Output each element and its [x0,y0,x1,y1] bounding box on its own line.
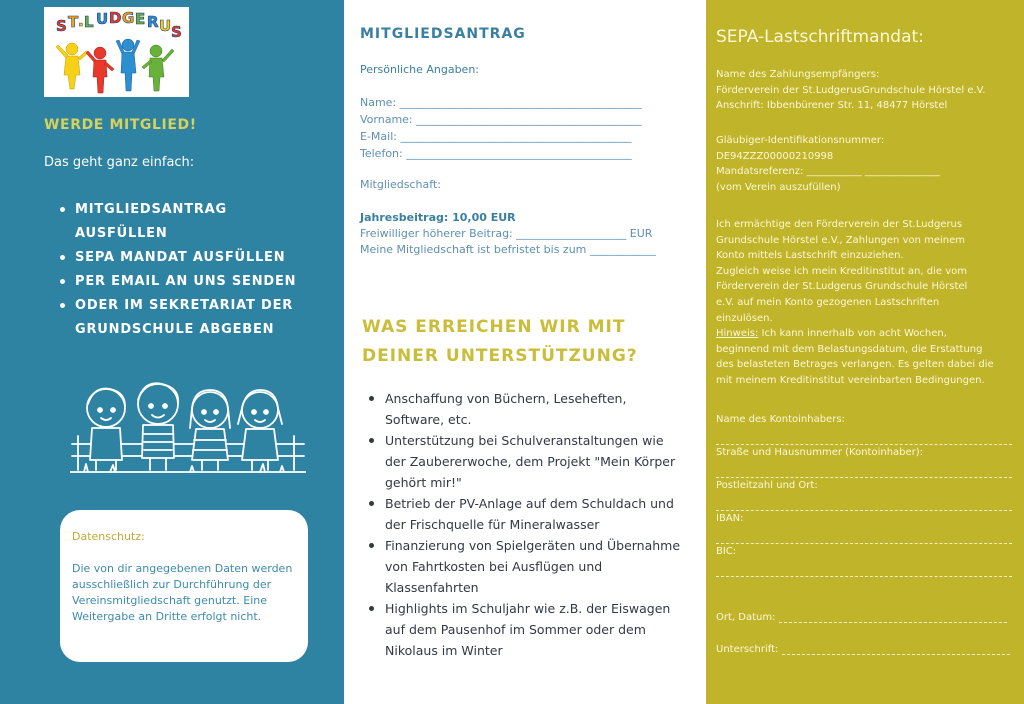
membership-form-title: MITGLIEDSANTRAG [360,26,526,42]
auth-line: Zugleich weise ich mein Kreditinstitut an, die vom [716,265,967,277]
svg-text:S: S [56,17,67,35]
creditor-block [716,133,940,195]
name-field[interactable]: Name: ____________________________________________ [360,96,642,109]
creditor-label: Gläubiger-Identifikationsnummer: [716,135,885,146]
svg-text:L: L [84,13,94,31]
goal-item: Anschaffung von Büchern, Leseheften, Software, etc. [368,388,688,430]
svg-text:S: S [171,23,182,41]
phone-field[interactable]: Telefon: _________________________________________ [360,147,632,160]
account-holder-input[interactable] [716,428,1012,445]
fee-section [360,210,656,258]
membership-label: Mitgliedschaft: [360,178,441,191]
payee-label: Name des Zahlungsempfängers: [716,69,880,80]
place-date-row [716,612,1007,623]
join-step: PER EMAIL AN UNS SENDEN [60,270,320,294]
email-field[interactable]: E-Mail: __________________________________________ [360,130,632,143]
authorization-block [716,217,994,389]
svg-text:G: G [122,9,135,27]
bic-label: BIC: [716,546,737,557]
auth-line: Ich ermächtige den Förderverein der St.Ludgerus [716,219,963,230]
payee-name: Förderverein der St.LudgerusGrundschule Hörstel e.V. [716,84,986,96]
join-step: MITGLIEDSANTRAG AUSFÜLLEN [60,198,320,246]
signature-label: Unterschrift: [716,644,779,655]
svg-text:U: U [96,10,109,28]
left-panel [0,0,344,704]
iban-input[interactable] [716,527,1012,544]
auth-line: e.V. auf mein Konto gezogenen Lastschriften [716,296,940,308]
svg-text:U: U [159,17,172,35]
payee-address: Anschrift: Ibbenbürener Str. 11, 48477 Hörstel [716,100,948,112]
support-heading-line: DEINER UNTERSTÜTZUNG? [362,346,638,366]
join-heading: WERDE MITGLIED! [44,117,197,133]
annual-fee: Jahresbeitrag: 10,00 EUR [360,211,516,224]
children-illustration [70,378,306,478]
hint-first: Ich kann innerhalb von acht Wochen, [758,328,947,340]
support-heading-line: WAS ERREICHEN WIR MIT [362,317,626,337]
logo-graphic [44,7,189,97]
payee-block [716,67,985,114]
place-date-input[interactable] [779,612,1007,623]
svg-text:E: E [135,10,146,28]
middle-panel [344,0,706,704]
support-heading [362,313,638,371]
street-label: Straße und Hausnummer (Kontoinhaber): [716,447,924,458]
goals-list [368,388,688,661]
right-panel [706,0,1024,704]
privacy-title: Datenschutz: [72,530,145,543]
goal-item: Betrieb der PV-Anlage auf dem Schuldach und der Frischquelle für Mineralwasser [368,493,688,535]
auth-line: Förderverein der St.Ludgerus Grundschule Hörstel [716,281,968,293]
school-logo [44,7,189,97]
signature-input[interactable] [782,644,1010,655]
svg-text:D: D [109,9,122,27]
auth-line: einzulösen. [716,312,773,324]
hint-line: beginnend mit dem Belastungsdatum, die Erstattung [716,343,983,355]
zip-city-label: Postleitzahl und Ort: [716,480,818,491]
svg-text:R: R [147,13,159,31]
svg-text:.: . [78,12,84,30]
zip-city-input[interactable] [716,494,1012,511]
hint-line: des belasteten Betrages verlangen. Es gelten dabei die [716,359,994,371]
personal-fields [360,94,642,162]
signature-row [716,644,1010,655]
personal-details-label: Persönliche Angaben: [360,63,480,76]
membership-limit-field[interactable]: Meine Mitgliedschaft ist befristet bis zum ____________ [360,243,656,256]
hint-line: mit meinem Kreditinstitut vereinbarten Bedingungen. [716,374,985,386]
svg-text:T: T [68,13,79,31]
place-date-label: Ort, Datum: [716,612,776,623]
auth-line: Grundschule Hörstel e.V., Zahlungen von meinem [716,234,966,246]
join-step: ODER IM SEKRETARIAT DER GRUNDSCHULE ABGEBEN [60,294,320,342]
account-holder-label: Name des Kontoinhabers: [716,414,845,425]
goal-item: Finanzierung von Spielgeräten und Übernahme von Fahrtkosten bei Ausflügen und Klassenfahrten [368,535,688,598]
sepa-title: SEPA-Lastschriftmandat: [716,27,924,47]
goal-item: Highlights im Schuljahr wie z.B. der Eiswagen auf dem Pausenhof im Sommer oder dem Nikolaus im Winter [368,598,688,661]
join-intro: Das geht ganz einfach: [44,155,195,170]
hint-line [716,326,994,342]
street-input[interactable] [716,461,1012,478]
auth-line: Konto mittels Lastschrift einzuziehen. [716,250,904,262]
goal-item: Unterstützung bei Schulveranstaltungen wie der Zaubererwoche, dem Projekt "Mein Körper gehört mir!" [368,430,688,493]
mandate-reference-field[interactable]: Mandatsreferenz: ___________ _______________ [716,166,940,178]
hint-label: Hinweis: [716,328,759,340]
privacy-box [60,510,308,662]
creditor-id: DE94ZZZ00000210998 [716,150,834,162]
iban-label: IBAN: [716,513,744,524]
join-steps-list [60,198,320,342]
mandate-note: (vom Verein auszufüllen) [716,181,841,193]
bic-input[interactable] [716,560,1012,577]
privacy-text: Die von dir angegebenen Daten werden ausschließlich zur Durchführung der Vereinsmitgliedschaft genutzt. Eine Weitergabe an Dritte erfolgt nicht. [72,562,293,623]
join-step: SEPA MANDAT AUSFÜLLEN [60,246,320,270]
account-form [716,412,1012,577]
first-name-field[interactable]: Vorname: _________________________________________ [360,113,642,126]
voluntary-fee-field[interactable]: Freiwilliger höherer Beitrag: ____________________ EUR [360,227,653,240]
